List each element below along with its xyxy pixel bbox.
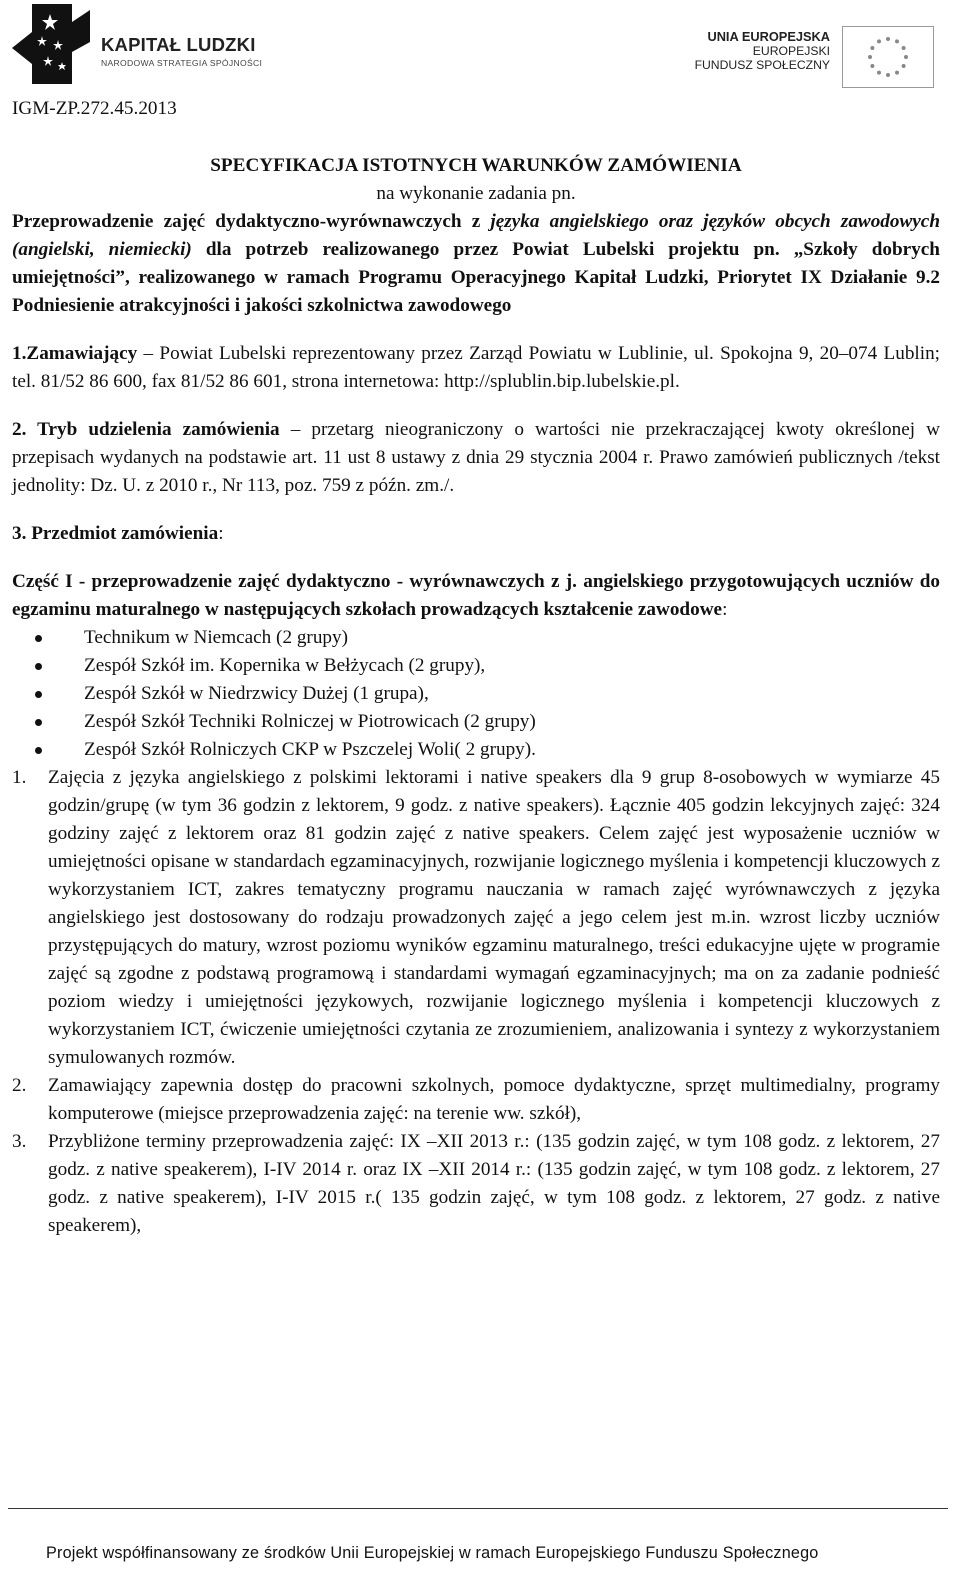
section-procedure — [12, 416, 940, 500]
document-title: SPECYFIKACJA ISTOTNYCH WARUNKÓW ZAMÓWIENIA — [210, 155, 742, 176]
kapital-ludzki-emblem-icon — [12, 2, 92, 90]
footer-divider — [8, 1508, 948, 1509]
page-header — [0, 0, 960, 96]
document-subtitle: na wykonanie zadania pn. — [376, 183, 576, 204]
list-item — [12, 1128, 940, 1240]
section-ordering-party — [12, 340, 940, 396]
schools-list — [12, 624, 940, 764]
part-heading-text: Część I - przeprowadzenie zajęć dydaktyczno - wyrównawczych z j. angielskiego przygotowujących uczniów do egzaminu maturalnego w następujących szkołach prowadzących kształcenie zawodowe — [12, 571, 940, 620]
section-ordering-party-text: – Powiat Lubelski reprezentowany przez Zarząd Powiatu w Lublinie, ul. Spokojna 9, 20–074 Lublin; tel. 81/52 86 600, fax 81/52 86 601, strona internetowa: http://splublin.bip.lubelskie.pl. — [12, 343, 940, 392]
eu-flag-icon — [842, 26, 934, 88]
list-item-number: 2. — [12, 1075, 27, 1096]
part-heading — [12, 568, 940, 624]
list-item: Zespół Szkół w Niedrzwicy Dużej (1 grupa), — [12, 680, 940, 708]
task-title — [12, 208, 940, 320]
list-item-number: 3. — [12, 1131, 27, 1152]
list-item — [12, 764, 940, 1072]
eu-logo-line1: UNIA EUROPEJSKA — [707, 29, 830, 44]
eu-logo-text — [695, 30, 830, 72]
section-ordering-party-label: 1.Zamawiający — [12, 343, 138, 364]
eu-logo-line2: EUROPEJSKI — [752, 44, 830, 58]
section-procedure-text: – przetarg nieograniczony o wartości nie przekraczającej kwoty określonej w przepisach wydanych na podstawie art. 11 ust 8 ustawy z dnia 29 stycznia 2004 r. Prawo zamówień publicznych /tekst jednolity: Dz. U. z 2010 r., Nr 113, poz. 759 z późn. zm./. — [12, 419, 940, 496]
subject-details-list — [12, 764, 940, 1240]
eu-logo-line3: FUNDUSZ SPOŁECZNY — [694, 58, 830, 72]
document-reference-number: IGM-ZP.272.45.2013 — [12, 98, 177, 119]
list-item-text: Przybliżone terminy przeprowadzenia zajęć: IX –XII 2013 r.: (135 godzin zajęć, w tym 108 godz. z lektorem, 27 godz. z native speakerem), I-IV 2014 r. oraz IX –XII 2014 r.: (135 godzin zajęć, w tym 108 godz. z lektorem, 27 godz. z native speakerem), I-IV 2015 r.( 135 godzin zajęć, w tym 108 godz. z lektorem, 27 godz. z native speakerem), — [48, 1131, 940, 1236]
kapital-ludzki-logo — [12, 2, 282, 90]
section-subject — [12, 520, 940, 548]
list-item: Technikum w Niemcach (2 grupy) — [12, 624, 940, 652]
section-subject-colon: : — [218, 523, 224, 544]
footer-text: Projekt współfinansowany ze środków Unii Europejskiej w ramach Europejskiego Funduszu Społecznego — [46, 1544, 819, 1562]
task-title-part3: dla potrzeb realizowanego przez Powiat Lubelski projektu pn. „Szkoły dobrych umiejętności”, realizowanego w ramach Programu Operacyjnego Kapitał Ludzki, Priorytet IX Działanie 9.2 Podniesienie atrakcyjności i jakości szkolnictwa zawodowego — [12, 239, 940, 316]
part-heading-colon: : — [722, 599, 728, 620]
kapital-ludzki-subtitle: NARODOWA STRATEGIA SPÓJNOŚCI — [101, 58, 263, 68]
list-item-number: 1. — [12, 767, 27, 788]
kapital-ludzki-title: KAPITAŁ LUDZKI — [101, 34, 256, 55]
list-item — [12, 1072, 940, 1128]
list-item: Zespół Szkół Rolniczych CKP w Pszczelej Woli( 2 grupy). — [12, 736, 940, 764]
task-title-part1: Przeprowadzenie zajęć dydaktyczno-wyrównawczych z — [12, 211, 491, 232]
section-procedure-label: 2. Tryb udzielenia zamówienia — [12, 419, 280, 440]
document-body — [12, 152, 940, 1240]
list-item: Zespół Szkół Techniki Rolniczej w Piotrowicach (2 grupy) — [12, 708, 940, 736]
list-item: Zespół Szkół im. Kopernika w Bełżycach (2 grupy), — [12, 652, 940, 680]
eu-logo — [676, 26, 948, 88]
task-title-languages: języka angielskiego oraz języków obcych zawodowych (angielski, niemiecki) — [12, 211, 940, 260]
section-subject-label: 3. Przedmiot zamówienia — [12, 523, 219, 544]
list-item-text: Zajęcia z języka angielskiego z polskimi lektorami i native speakers dla 9 grup 8-osobowych w wymiarze 45 godzin/grupę (w tym 36 godzin z lektorem, 9 godz. z native speakers). Łącznie 405 godzin lekcyjnych zajęć: 324 godziny zajęć z lektorem oraz 81 godzin zajęć z native speakers. Celem zajęć jest wyposażenie uczniów w umiejętności opisane w standardach egzaminacyjnych, rozwijanie logicznego myślenia i kompetencji kluczowych z wykorzystaniem ICT, zakres tematyczny programu nauczania w ramach zajęć wyrównawczych z języka angielskiego jest dostosowany do rodzaju prowadzonych zajęć a jego celem jest m.in. wzrost liczby uczniów przystępujących do matury, wzrost poziomu wyników egzaminu maturalnego, treści edukacyjne ujęte w programie zajęć są zgodne z podstawą programową i standardami wymagań egzaminacyjnych; ma on za zadanie podnieść poziom wiedzy i umiejętności językowych, rozwijanie logicznego myślenia i kompetencji kluczowych z wykorzystaniem ICT, ćwiczenie umiejętności czytania ze zrozumieniem, analizowania i syntezy z wykorzystaniem symulowanych rozmów. — [48, 767, 940, 1068]
list-item-text: Zamawiający zapewnia dostęp do pracowni szkolnych, pomoce dydaktyczne, sprzęt multimedialny, programy komputerowe (miejsce przeprowadzenia zajęć: na terenie ww. szkół), — [48, 1075, 940, 1124]
